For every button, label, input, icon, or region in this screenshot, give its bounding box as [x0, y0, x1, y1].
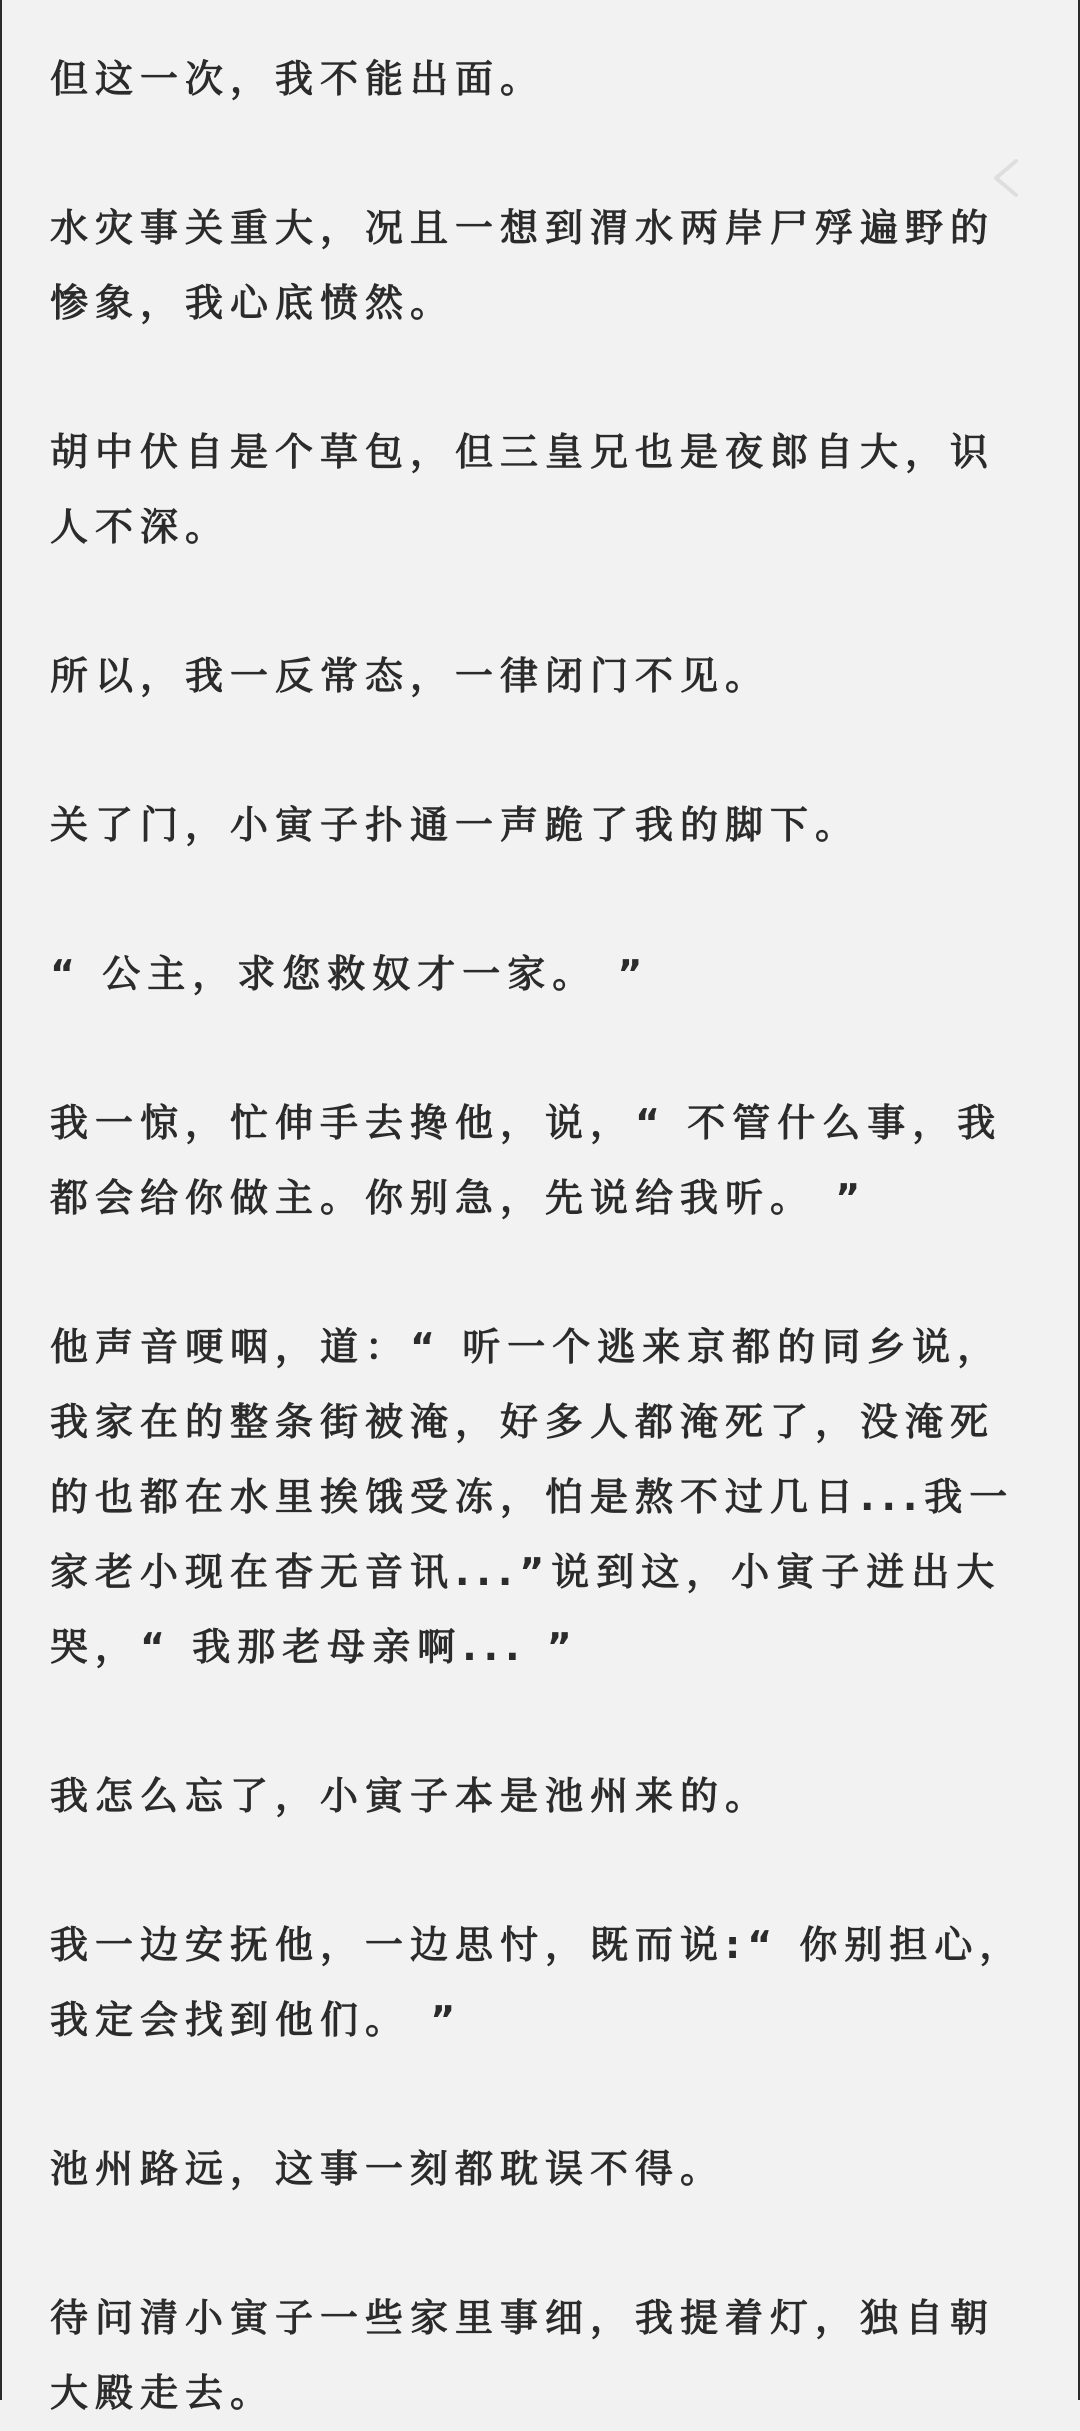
text-line: 他声音哽咽，道：“ 听一个逃来京都的同乡说，	[50, 1325, 1003, 1369]
text-line: 我家在的整条街被淹，好多人都淹死了，没淹死	[50, 1400, 996, 1444]
text-line: 水灾事关重大，况且一想到渭水两岸尸殍遍野的	[50, 206, 996, 250]
paragraph	[50, 937, 1006, 1012]
text-line: 池州路远，这事一刻都耽误不得。	[50, 2147, 726, 2191]
paragraph	[50, 639, 1006, 714]
text-line: 家老小现在杳无音讯...”说到这，小寅子迸出大	[50, 1550, 1002, 1594]
paragraph	[50, 191, 1006, 341]
paragraph	[50, 1086, 1006, 1236]
text-line: 所以，我一反常态，一律闭门不见。	[50, 654, 771, 698]
paragraph	[50, 788, 1006, 863]
text-line: “ 公主，求您救奴才一家。 ”	[50, 952, 650, 996]
text-line: 大殿走去。	[50, 2371, 276, 2415]
paragraph	[50, 2132, 1006, 2207]
paragraph	[50, 415, 1006, 565]
text-line: 人不深。	[50, 505, 231, 549]
text-line: 哭，“ 我那老母亲啊... ”	[50, 1625, 579, 1669]
text-line: 我一惊，忙伸手去搀他，说，“ 不管什么事，我	[50, 1101, 1003, 1145]
paragraph	[50, 1908, 1025, 2058]
text-line: 但这一次，我不能出面。	[50, 57, 546, 101]
text-line: 惨象，我心底愤然。	[50, 281, 456, 325]
text-line: 我定会找到他们。 ”	[50, 1998, 463, 2042]
article-body	[50, 42, 1025, 2431]
text-line: 都会给你做主。你别急，先说给我听。 ”	[50, 1176, 868, 1220]
paragraph	[50, 1759, 1006, 1834]
text-line: 我怎么忘了，小寅子本是池州来的。	[50, 1774, 771, 1818]
text-line: 关了门，小寅子扑通一声跪了我的脚下。	[50, 803, 861, 847]
paragraph	[50, 1310, 1015, 1685]
text-line: 我一边安抚他，一边思忖，既而说:“ 你别担心，	[50, 1923, 1025, 1967]
text-line: 待问清小寅子一些家里事细，我提着灯，独自朝	[50, 2296, 996, 2340]
text-line: 胡中伏自是个草包，但三皇兄也是夜郎自大，识	[50, 430, 996, 474]
paragraph	[50, 2281, 1006, 2431]
text-line: 的也都在水里挨饿受冻，怕是熬不过几日...我一	[50, 1475, 1015, 1519]
paragraph	[50, 42, 1006, 117]
